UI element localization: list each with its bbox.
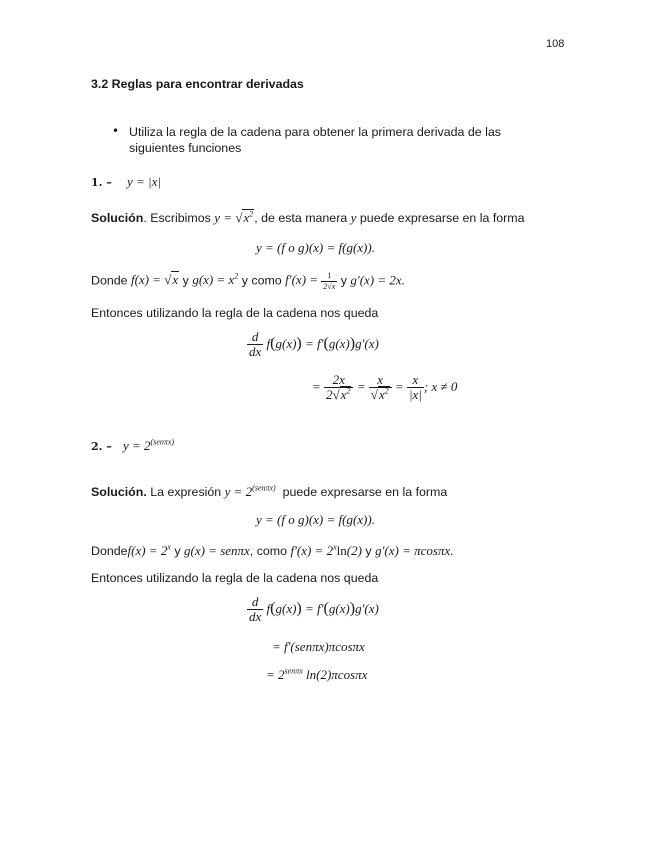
sqrt-x-squared-expression: $y = √x^2$: [214, 209, 254, 225]
como-text: y como: [241, 273, 282, 288]
problem-1-solution-line: Solución. Escribimos $y = √x^2$, de esta manera y puede expresarse en la forma: [91, 209, 525, 225]
problem-1-result-line: = $\frac{2x}{2√x^2}$ = $\frac{x}{√x^2}$ = $\frac{x}{|x|}$ ; x ≠ 0: [312, 372, 458, 403]
problem-2-step-3: [266, 667, 367, 683]
instruction-line-1: Utiliza la regla de la cadena para obtener la primera derivada de las: [129, 125, 501, 139]
y-word-3: y: [174, 544, 181, 558]
solution-label: Solución: [91, 211, 144, 225]
bullet-dot-icon: •: [112, 124, 120, 138]
problem-2-solution-line: Solución. La expresión $y = 2^{(sen\pi x)}$ puede expresarse en la forma: [91, 483, 448, 499]
problem-1-label: 1. –: [91, 176, 112, 189]
problem-2-equation: [123, 438, 174, 454]
result-tail: ; x ≠ 0: [423, 379, 458, 395]
step3-base: = 2: [266, 667, 285, 682]
problem-2-donde-line: Dondef(x) = $2^x$ y g(x) = senπx, como $f'(x) = 2^x\ln(2)$ y g′(x) = πcosπx.: [91, 542, 454, 558]
problem-1-composition: y = (f o g)(x) = f(g(x)).: [256, 240, 375, 255]
section-title: 3.2 Reglas para encontrar derivadas: [91, 77, 304, 91]
donde-word: Donde: [91, 273, 128, 288]
solution-label-2: Solución.: [91, 485, 147, 499]
problem-1-equation: y = |x|: [127, 174, 161, 189]
solution-text-a: . Escribimos: [143, 211, 211, 225]
donde-word-2: Donde: [91, 544, 128, 558]
problem-1-derivative-line: $\frac{d}{dx}$ f(g(x)) = f′(g(x))g′(x): [249, 329, 379, 360]
solution-text-a-2: La expresión: [150, 485, 222, 499]
problem-1-donde-line: Donde f(x) = √x y $g(x) = x^2$ y como f′(x) = $\frac{1}{2√x}$ y g′(x) = 2x.: [91, 271, 405, 291]
equation-base: y = 2: [123, 438, 151, 453]
y-word-4: y: [365, 544, 372, 558]
page-number: 108: [546, 38, 565, 50]
instruction-line-2: siguientes funciones: [129, 141, 242, 155]
equation-exponent: (senπx): [150, 437, 175, 447]
step3-tail: ln(2)πcosπx: [306, 667, 368, 682]
solution-text-c: puede expresarse en la forma: [359, 211, 525, 225]
problem-2-composition: y = (f o g)(x) = f(g(x)).: [256, 512, 375, 527]
problem-1-chain-intro: Entonces utilizando la regla de la cadena nos queda: [91, 306, 379, 320]
y-word-2: y: [340, 273, 347, 288]
step3-exponent: senπx: [284, 666, 303, 676]
como-text-2: , como: [249, 544, 287, 558]
problem-2-chain-intro: Entonces utilizando la regla de la cadena nos queda: [91, 571, 379, 585]
solution-text-b: , de esta manera: [254, 211, 348, 225]
y-word: y: [182, 273, 189, 288]
solution-text-b-2: puede expresarse en la forma: [282, 485, 448, 499]
problem-2-derivative-line: $\frac{d}{dx}$ f(g(x)) = f′(g(x))g′(x): [249, 594, 379, 625]
problem-2-step-2: = f'(senπx)πcosπx: [272, 639, 365, 654]
problem-2-label: 2. –: [91, 440, 112, 453]
